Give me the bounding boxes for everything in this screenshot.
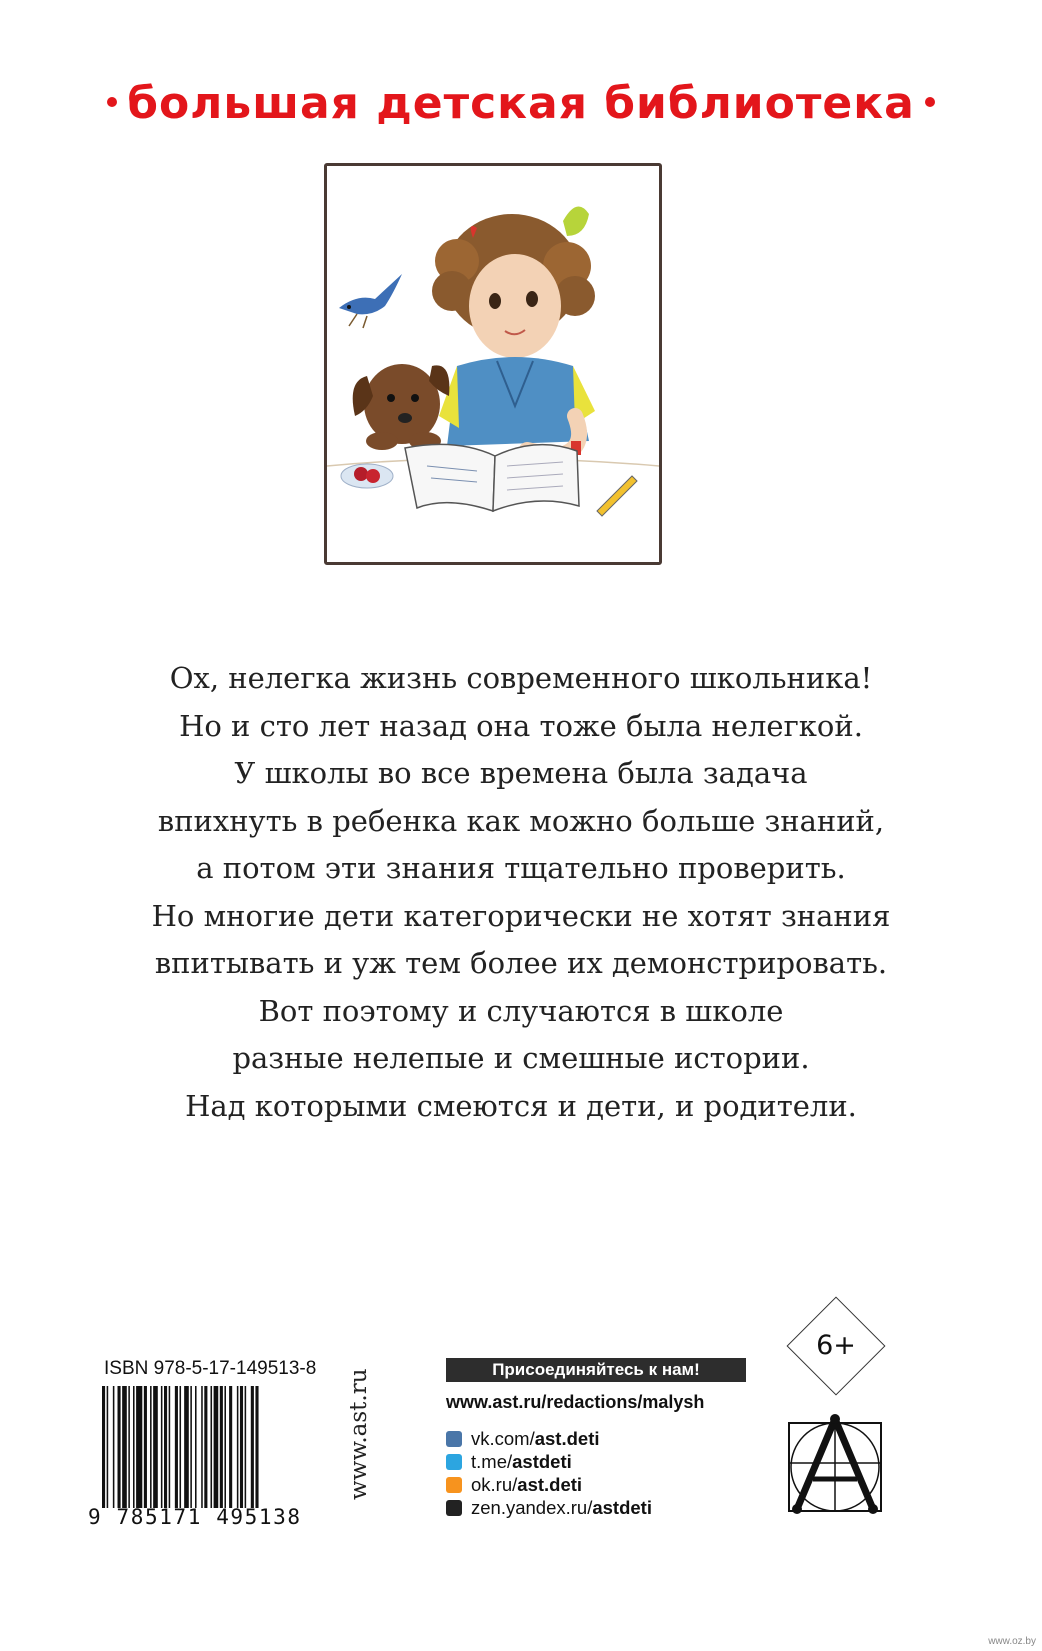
pencil: [597, 476, 637, 516]
zen-icon: [446, 1500, 462, 1516]
barcode-bar: [211, 1386, 213, 1508]
puppy-figure: [353, 364, 450, 450]
barcode-digits: 9 785171 495138: [88, 1505, 302, 1529]
description-line: впитывать и уж тем более их демонстрировать.: [154, 946, 888, 980]
social-link-vk: vk.com/ ast.deti: [446, 1427, 652, 1450]
social-links: [446, 1427, 652, 1519]
barcode-bar: [195, 1386, 197, 1508]
social-link-ok: ok.ru/ ast.deti: [446, 1473, 652, 1496]
girl-figure: [432, 206, 595, 456]
barcode-bar: [214, 1386, 219, 1508]
isbn-label: ISBN 978-5-17-149513-8: [104, 1358, 317, 1379]
description-line: Но и сто лет назад она тоже была нелегкой.: [179, 708, 863, 743]
watermark: www.oz.by: [988, 1636, 1036, 1647]
publisher-site-vertical: www.ast.ru: [346, 1368, 372, 1500]
barcode-bar: [201, 1386, 203, 1508]
telegram-icon: [446, 1454, 462, 1470]
barcode-bar: [229, 1386, 232, 1508]
barcode-bar: [184, 1386, 189, 1508]
barcode-bar: [237, 1386, 239, 1508]
barcode-bar: [161, 1386, 163, 1508]
barcode-bar: [255, 1386, 258, 1508]
join-us-banner: Присоединяйтесь к нам!: [446, 1358, 746, 1382]
barcode-bar: [164, 1386, 167, 1508]
odnoklassniki-icon: [446, 1477, 462, 1493]
description-line: Ох, нелегка жизнь современного школьника!: [169, 661, 873, 695]
description-line: У школы во все времена была задача: [234, 756, 808, 790]
barcode-bar: [136, 1386, 142, 1508]
barcode-bar: [245, 1386, 247, 1508]
barcode-bar: [220, 1386, 223, 1508]
cover-illustration: [324, 163, 662, 565]
barcode-bar: [107, 1386, 109, 1508]
barcode-bar: [180, 1386, 182, 1508]
barcode-bar: [118, 1386, 121, 1508]
barcode-bar: [144, 1386, 147, 1508]
description-line: впихнуть в ребенка как можно больше знаний,: [157, 803, 885, 838]
girl-reading-illustration: [327, 166, 659, 562]
description-line: Но многие дети категорически не хотят знания: [151, 898, 891, 933]
barcode-bar: [169, 1386, 171, 1508]
open-book: [405, 444, 579, 511]
barcode-bar: [251, 1386, 254, 1508]
barcode-bar: [240, 1386, 243, 1508]
barcode-bar: [113, 1386, 115, 1508]
description-line: разные нелепые и смешные истории.: [232, 1041, 810, 1075]
barcode-bar: [128, 1386, 130, 1508]
barcode: [102, 1386, 326, 1508]
barcode-bar: [153, 1386, 158, 1508]
series-title: [0, 78, 1042, 129]
barcode-bar: [133, 1386, 135, 1508]
description-line: а потом эти знания тщательно проверить.: [196, 851, 846, 885]
barcode-bar: [190, 1386, 192, 1508]
age-rating-badge: [786, 1296, 886, 1396]
cherry-plate: [341, 464, 393, 488]
bullet-dot: [107, 97, 117, 107]
barcode-bar: [224, 1386, 226, 1508]
publisher-url: www.ast.ru/redactions/malysh: [446, 1392, 705, 1412]
barcode-bar: [204, 1386, 207, 1508]
barcode-bar: [102, 1386, 105, 1508]
barcode-bar: [150, 1386, 152, 1508]
series-title-text: большая детская библиотека: [127, 78, 915, 129]
description-line: Над которыми смеются и дети, и родители.: [185, 1088, 857, 1123]
bullet-dot: [925, 97, 935, 107]
barcode-bar: [175, 1386, 178, 1508]
social-link-telegram: t.me/ astdeti: [446, 1450, 652, 1473]
age-rating-text: 6+: [816, 1330, 856, 1361]
social-link-zen: zen.yandex.ru/ astdeti: [446, 1496, 652, 1519]
ast-logo: [785, 1413, 889, 1517]
barcode-bar: [122, 1386, 127, 1508]
book-description: [100, 655, 942, 1130]
description-line: Вот поэтому и случаются в школе: [258, 993, 784, 1028]
vk-icon: [446, 1431, 462, 1447]
bird-figure: [339, 274, 402, 328]
